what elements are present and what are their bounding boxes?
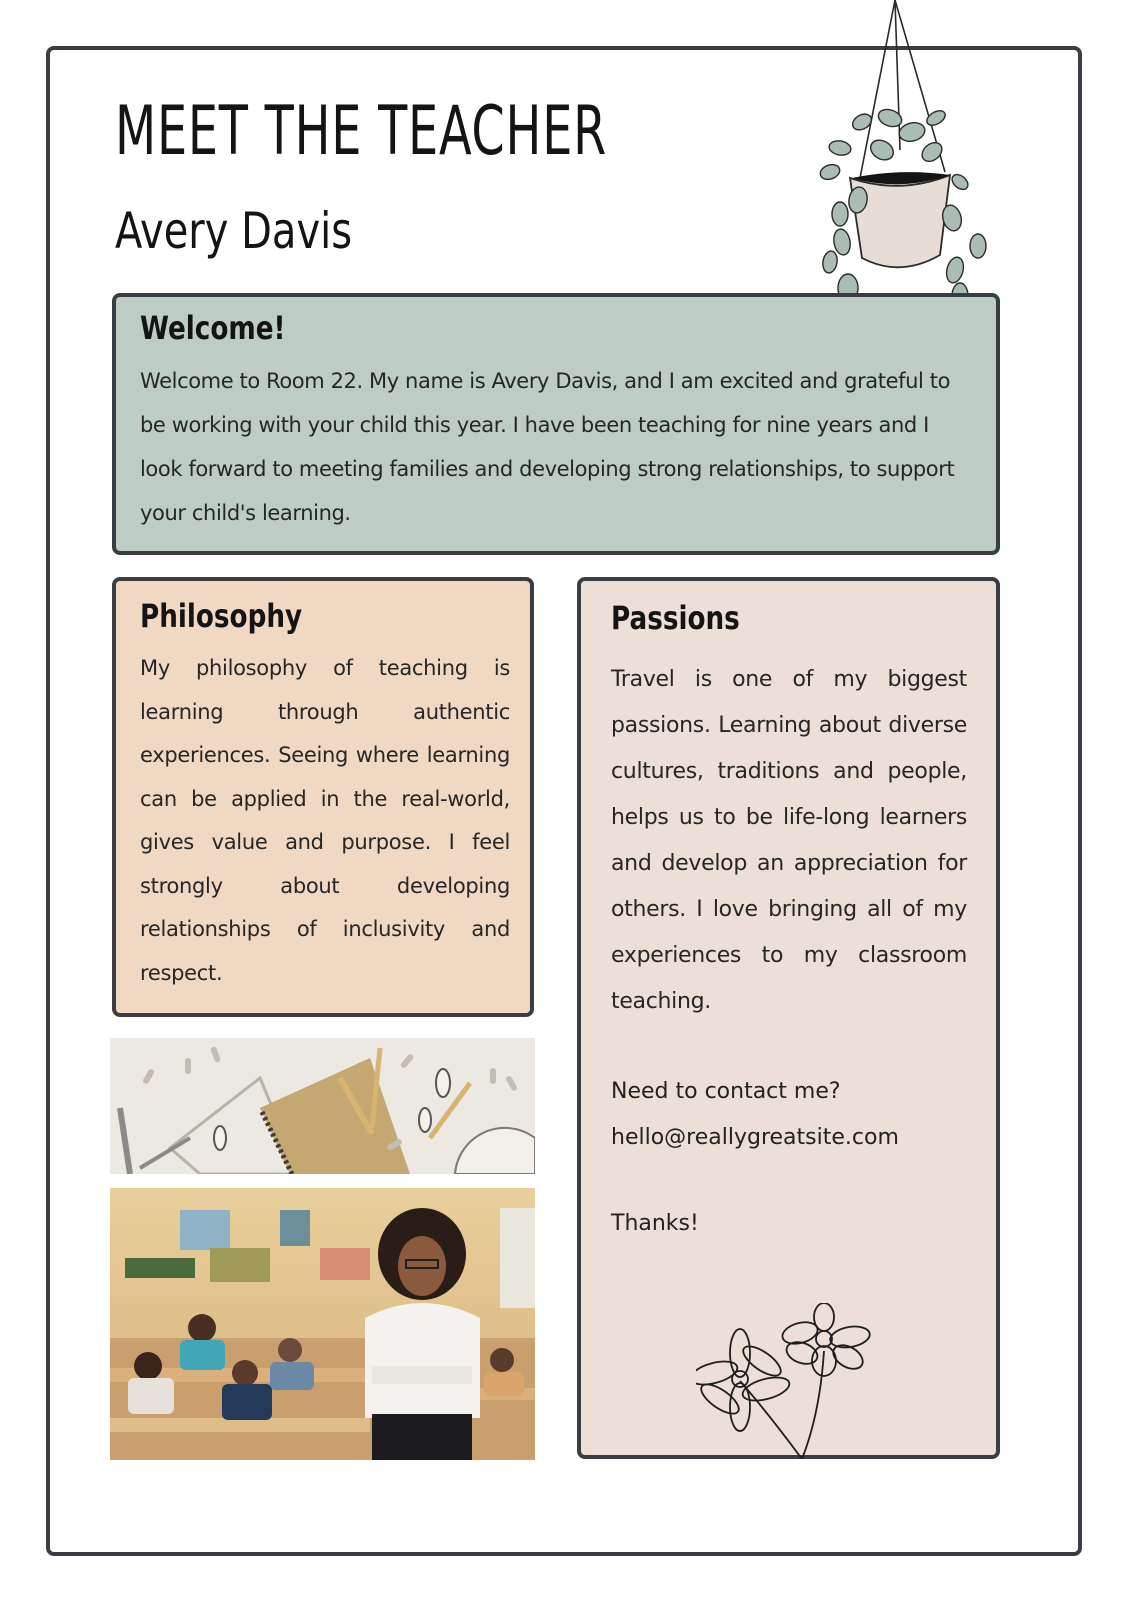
flower-doodle-icon xyxy=(696,1303,878,1459)
welcome-text: Welcome to Room 22. My name is Avery Davis, and I am excited and grateful to be working with your child this year. I have been teaching for nine years and I look forward to meeting families and developing strong relationships, to support your child's learning. xyxy=(140,369,955,525)
passions-text: Travel is one of my biggest passions. Learning about diverse cultures, traditions and people, helps us to be life-long learners and develop an appreciation for others. I love bringing all of my experiences to my classroom teaching. xyxy=(611,667,967,1014)
philosophy-heading: Philosophy xyxy=(140,597,303,635)
contact-prompt: Need to contact me? xyxy=(611,1079,841,1104)
welcome-heading: Welcome! xyxy=(140,309,286,347)
school-supplies-photo xyxy=(110,1038,535,1174)
welcome-card xyxy=(112,293,1000,555)
signoff: Thanks! xyxy=(611,1211,699,1236)
passions-heading: Passions xyxy=(611,599,740,637)
philosophy-card xyxy=(112,577,534,1017)
classroom-teacher-photo xyxy=(110,1188,535,1460)
philosophy-text: My philosophy of teaching is learning through authentic experiences. Seeing where learning can be applied in the real-world, gives value and purpose. I feel strongly about developing relationships of inclusivity and respect. xyxy=(140,656,510,985)
teacher-name: Avery Davis xyxy=(115,202,353,260)
page-title: MEET THE TEACHER xyxy=(115,92,608,171)
contact-email-link[interactable]: hello@reallygreatsite.com xyxy=(611,1125,899,1150)
contact-block xyxy=(611,1069,899,1161)
